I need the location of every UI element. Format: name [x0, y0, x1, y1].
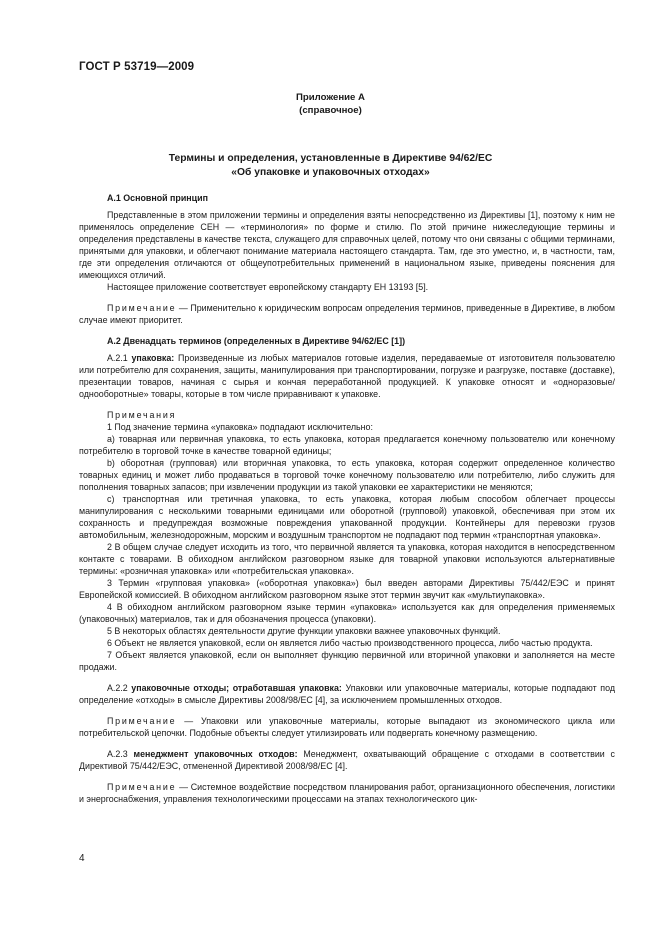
note-item: 2 В общем случае следует исходить из того, что первичной является та упаковка, которая находится в непосредственном контакте с товарами. В обиходном английском разговорном языке для товарной упаковки используются альтернативные термины: «розничная упаковка» или «потребительская упаковка». — [79, 542, 615, 576]
note-item: 5 В некоторых областях деятельности другие функции упаковки важнее упаковочных функций. — [107, 626, 501, 636]
definition-term: упаковочные отходы; отработавшая упаковка: — [131, 683, 342, 693]
definition-a23 — [79, 748, 615, 772]
document-code: ГОСТ Р 53719—2009 — [79, 61, 195, 73]
paragraph: Настоящее приложение соответствует европейскому стандарту ЕН 13193 [5]. — [107, 282, 429, 292]
note-text: — Применительно к юридическим вопросам определения терминов, приведенные в Директиве, в любом случае имеют приоритет. — [79, 303, 615, 325]
appendix-heading — [0, 91, 661, 117]
definition-term: менеджмент упаковочных отходов: — [133, 749, 298, 759]
note-text: — Упаковки или упаковочные материалы, которые выпадают из экономического цикла или потребительской цепочки. Подобные объекты следует утилизировать или подвергать конечному размещению. — [79, 716, 615, 738]
definition-text: Упаковки или упаковочные материалы, которые подпадают под определение «отходы» в смысле Директивы 2008/98/ЕС [4], за исключением промышленных отходов. — [79, 683, 615, 705]
title-line-1: Термины и определения, установленные в Директиве 94/62/ЕС — [168, 153, 493, 164]
note-item: 4 В обиходном английском разговорном языке термин «упаковка» используется как для определения применяемых (упаковочных) материалов, так и для обозначения процесса (упаковки). — [79, 602, 615, 624]
note-item: с) транспортная или третичная упаковка, то есть упаковка, которая любым способом облегчает процессы манипулирования с несколькими товарными единицами или оборотной (групповой) упаковкой, обеспечивая при этом их сохранность и предупреждая возможные повреждения упакованной продукции. Контейнеры для перевозки грузов автомобильным, железнодорожным, морским и воздушным транспортом не подпадают под термин «транспортная упаковка». — [79, 494, 615, 540]
appendix-subtitle: (справочное) — [299, 105, 362, 116]
note-item: b) оборотная (групповая) или вторичная упаковка, то есть упаковка, которая содержит определенное количество товарных единиц и может либо продаваться в торговой точке конечному пользователю или потребителю, либо служить для пополнения товарных запасов; при извлечении продукции из такой упаковки ее характеристики не меняются; — [79, 458, 615, 492]
document-body — [79, 190, 615, 805]
paragraph: Представленные в этом приложении термины и определения взяты непосредственно из Директивы [1], поэтому к ним не применялось определение СЕН — «терминология» по форме и стилю. По этой причине нижеследующие термины и определения представлены в качестве текста, служащего для справочных целей, потому что они связаны с общими терминами, принятыми для упаковки, и облегчают понимание материала настоящего стандарта. Там, где это уместно, и, в частности, там, где эти определения отличаются от общеупотребительных применений в национальном языке, приведены пояснения для имеющихся отличий. — [79, 210, 615, 280]
definition-number: А.2.3 — [107, 749, 134, 759]
definition-number: А.2.1 — [107, 353, 132, 363]
note — [79, 715, 615, 739]
definition-text: Произведенные из любых материалов готовые изделия, передаваемые от изготовителя пользователю или потребителю для сохранения, защиты, манипулирования при транспортировании, погрузке и разгрузке, поставке (доставке), презентации товаров, начиная с сырья и кончая переработанной продукцией. К упаковке относят и «одноразовые/однооборотные» товары, которые в том числе приравнивают к упаковке. — [79, 353, 615, 399]
note-text: — Системное воздействие посредством планирования работ, организационного обеспечения, логистики и энергоснабжения, управления технологическими процессами на этапах технологического цик- — [79, 782, 615, 804]
definition-text: Менеджмент, охватывающий обращение с отходами в соответствии с Директивой 75/442/ЕЭС, отмененной Директивой 2008/98/ЕС [4]. — [79, 749, 615, 771]
section-a1-heading: А.1 Основной принцип — [107, 193, 208, 203]
notes-label-text: Примечания — [107, 410, 177, 420]
definition-a21 — [79, 352, 615, 400]
note-label: Примечание — [107, 782, 177, 792]
appendix-title: Приложение А — [296, 92, 365, 103]
note-label: Примечание — [107, 716, 177, 726]
note-item: 6 Объект не является упаковкой, если он является либо частью производственного процесса, либо частью продукта. — [107, 638, 593, 648]
note-item: а) товарная или первичная упаковка, то есть упаковка, которая предлагается конечному пользователю или конечному потребителю в торговой точке в качестве товарной единицы; — [79, 434, 615, 456]
page-title — [0, 152, 661, 179]
page-number: 4 — [79, 853, 85, 864]
note-item: 1 Под значение термина «упаковка» подпадают исключительно: — [107, 422, 373, 432]
definition-term: упаковка: — [131, 353, 175, 363]
notes-label — [79, 409, 615, 421]
definition-a22 — [79, 682, 615, 706]
title-line-2: «Об упаковке и упаковочных отходах» — [231, 166, 430, 178]
section-a2-heading: А.2 Двенадцать терминов (определенных в Директиве 94/62/ЕС [1]) — [107, 336, 406, 346]
note-item: 3 Термин «групповая упаковка» («оборотная упаковка») был введен авторами Директивы 75/442/ЕЭС и принят Европейской комиссией. В обиходном английском разговорном языке этот термин звучит как «мультиупаковка». — [79, 578, 615, 600]
note — [79, 302, 615, 326]
definition-number: А.2.2 — [107, 683, 132, 693]
note — [79, 781, 615, 805]
note-item: 7 Объект является упаковкой, если он выполняет функцию первичной или вторичной упаковки и заполняется на месте продажи. — [79, 650, 615, 672]
note-label: Примечание — [107, 303, 177, 313]
